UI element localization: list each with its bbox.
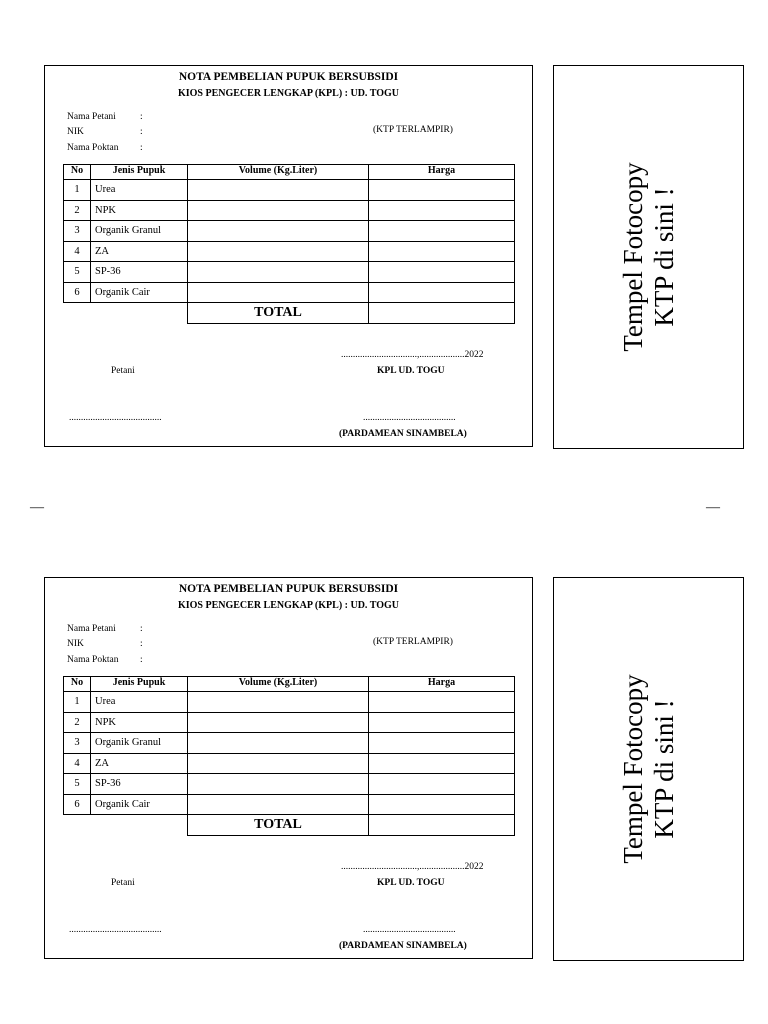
row-no: 4 — [64, 753, 91, 774]
row-name: NPK — [91, 200, 188, 221]
row-name: Organik Cair — [91, 282, 188, 303]
row-name: Urea — [91, 692, 188, 713]
receipt-block — [0, 577, 768, 977]
row-harga-cell — [369, 753, 515, 774]
row-volume-cell — [188, 794, 369, 815]
ktp-instruction — [618, 107, 680, 407]
row-harga-cell — [369, 712, 515, 733]
row-name: ZA — [91, 241, 188, 262]
row-volume-cell — [188, 733, 369, 754]
row-name: Urea — [91, 180, 188, 201]
form-title: NOTA PEMBELIAN PUPUK BERSUBSIDI — [178, 583, 399, 595]
total-value-cell — [369, 303, 515, 324]
total-label: TOTAL — [188, 815, 369, 836]
row-volume-cell — [188, 692, 369, 713]
table-row — [64, 733, 515, 754]
receipt-block — [0, 65, 768, 465]
header-harga: Harga — [369, 165, 515, 180]
field-nik-label: NIK — [67, 127, 84, 137]
row-volume-cell — [188, 774, 369, 795]
row-no: 1 — [64, 180, 91, 201]
row-no: 6 — [64, 794, 91, 815]
row-name: ZA — [91, 753, 188, 774]
ktp-attach-box — [553, 65, 744, 449]
form-subtitle: KIOS PENGECER LENGKAP (KPL) : UD. TOGU — [177, 600, 400, 611]
nota-form — [44, 65, 533, 447]
row-name: Organik Granul — [91, 733, 188, 754]
field-colon: : — [140, 639, 143, 649]
form-title: NOTA PEMBELIAN PUPUK BERSUBSIDI — [178, 71, 399, 83]
row-volume-cell — [188, 712, 369, 733]
row-no: 5 — [64, 774, 91, 795]
kpl-label: KPL UD. TOGU — [377, 366, 445, 376]
items-table — [63, 164, 515, 324]
field-nama-petani-label: Nama Petani — [67, 624, 116, 634]
row-volume-cell — [188, 241, 369, 262]
ktp-note: (KTP TERLAMPIR) — [373, 125, 453, 135]
header-jenis: Jenis Pupuk — [91, 677, 188, 692]
signatory-name: (PARDAMEAN SINAMBELA) — [339, 941, 467, 951]
row-harga-cell — [369, 282, 515, 303]
field-nama-poktan-label: Nama Poktan — [67, 655, 119, 665]
table-row — [64, 262, 515, 283]
header-harga: Harga — [369, 677, 515, 692]
table-row — [64, 794, 515, 815]
petani-signature-line: ....................................... — [69, 413, 162, 423]
field-nik-label: NIK — [67, 639, 84, 649]
field-colon: : — [140, 143, 143, 153]
total-row — [64, 303, 515, 324]
blank-cell — [91, 303, 188, 324]
date-line: ................................,...................2022 — [341, 350, 484, 360]
kpl-signature-line: ....................................... — [363, 925, 456, 935]
row-volume-cell — [188, 753, 369, 774]
petani-label: Petani — [111, 878, 135, 888]
field-colon: : — [140, 112, 143, 122]
row-no: 5 — [64, 262, 91, 283]
blank-cell — [91, 815, 188, 836]
table-row — [64, 753, 515, 774]
table-row — [64, 774, 515, 795]
table-row — [64, 712, 515, 733]
row-harga-cell — [369, 221, 515, 242]
row-volume-cell — [188, 200, 369, 221]
kpl-label: KPL UD. TOGU — [377, 878, 445, 888]
row-no: 1 — [64, 692, 91, 713]
ktp-line-2: KTP di sini ! — [648, 187, 679, 327]
header-volume: Volume (Kg.Liter) — [188, 165, 369, 180]
row-harga-cell — [369, 200, 515, 221]
row-no: 2 — [64, 712, 91, 733]
table-row — [64, 692, 515, 713]
ktp-line-1: Tempel Fotocopy — [617, 162, 648, 352]
petani-label: Petani — [111, 366, 135, 376]
row-no: 3 — [64, 733, 91, 754]
row-no: 3 — [64, 221, 91, 242]
row-name: Organik Cair — [91, 794, 188, 815]
table-row — [64, 221, 515, 242]
field-nama-poktan-label: Nama Poktan — [67, 143, 119, 153]
row-harga-cell — [369, 794, 515, 815]
field-colon: : — [140, 127, 143, 137]
ktp-instruction — [618, 619, 680, 919]
table-header-row — [64, 677, 515, 692]
signatory-name: (PARDAMEAN SINAMBELA) — [339, 429, 467, 439]
kpl-signature-line: ....................................... — [363, 413, 456, 423]
header-jenis: Jenis Pupuk — [91, 165, 188, 180]
row-name: Organik Granul — [91, 221, 188, 242]
cut-mark-left: — — [30, 500, 44, 515]
row-volume-cell — [188, 262, 369, 283]
row-volume-cell — [188, 221, 369, 242]
petani-signature-line: ....................................... — [69, 925, 162, 935]
row-volume-cell — [188, 180, 369, 201]
row-harga-cell — [369, 733, 515, 754]
total-label: TOTAL — [188, 303, 369, 324]
field-colon: : — [140, 655, 143, 665]
form-subtitle: KIOS PENGECER LENGKAP (KPL) : UD. TOGU — [177, 88, 400, 99]
header-volume: Volume (Kg.Liter) — [188, 677, 369, 692]
row-name: SP-36 — [91, 262, 188, 283]
blank-cell — [64, 815, 91, 836]
nota-form — [44, 577, 533, 959]
row-harga-cell — [369, 262, 515, 283]
row-volume-cell — [188, 282, 369, 303]
total-value-cell — [369, 815, 515, 836]
field-nama-petani-label: Nama Petani — [67, 112, 116, 122]
row-no: 6 — [64, 282, 91, 303]
table-row — [64, 241, 515, 262]
row-harga-cell — [369, 241, 515, 262]
cut-mark-right: — — [706, 500, 720, 515]
blank-cell — [64, 303, 91, 324]
row-name: SP-36 — [91, 774, 188, 795]
date-line: ................................,...................2022 — [341, 862, 484, 872]
ktp-line-1: Tempel Fotocopy — [617, 674, 648, 864]
row-no: 4 — [64, 241, 91, 262]
row-name: NPK — [91, 712, 188, 733]
table-row — [64, 200, 515, 221]
row-no: 2 — [64, 200, 91, 221]
row-harga-cell — [369, 692, 515, 713]
ktp-note: (KTP TERLAMPIR) — [373, 637, 453, 647]
table-header-row — [64, 165, 515, 180]
table-row — [64, 180, 515, 201]
row-harga-cell — [369, 180, 515, 201]
total-row — [64, 815, 515, 836]
header-no: No — [64, 165, 91, 180]
table-row — [64, 282, 515, 303]
ktp-attach-box — [553, 577, 744, 961]
field-colon: : — [140, 624, 143, 634]
ktp-line-2: KTP di sini ! — [648, 699, 679, 839]
header-no: No — [64, 677, 91, 692]
row-harga-cell — [369, 774, 515, 795]
items-table — [63, 676, 515, 836]
